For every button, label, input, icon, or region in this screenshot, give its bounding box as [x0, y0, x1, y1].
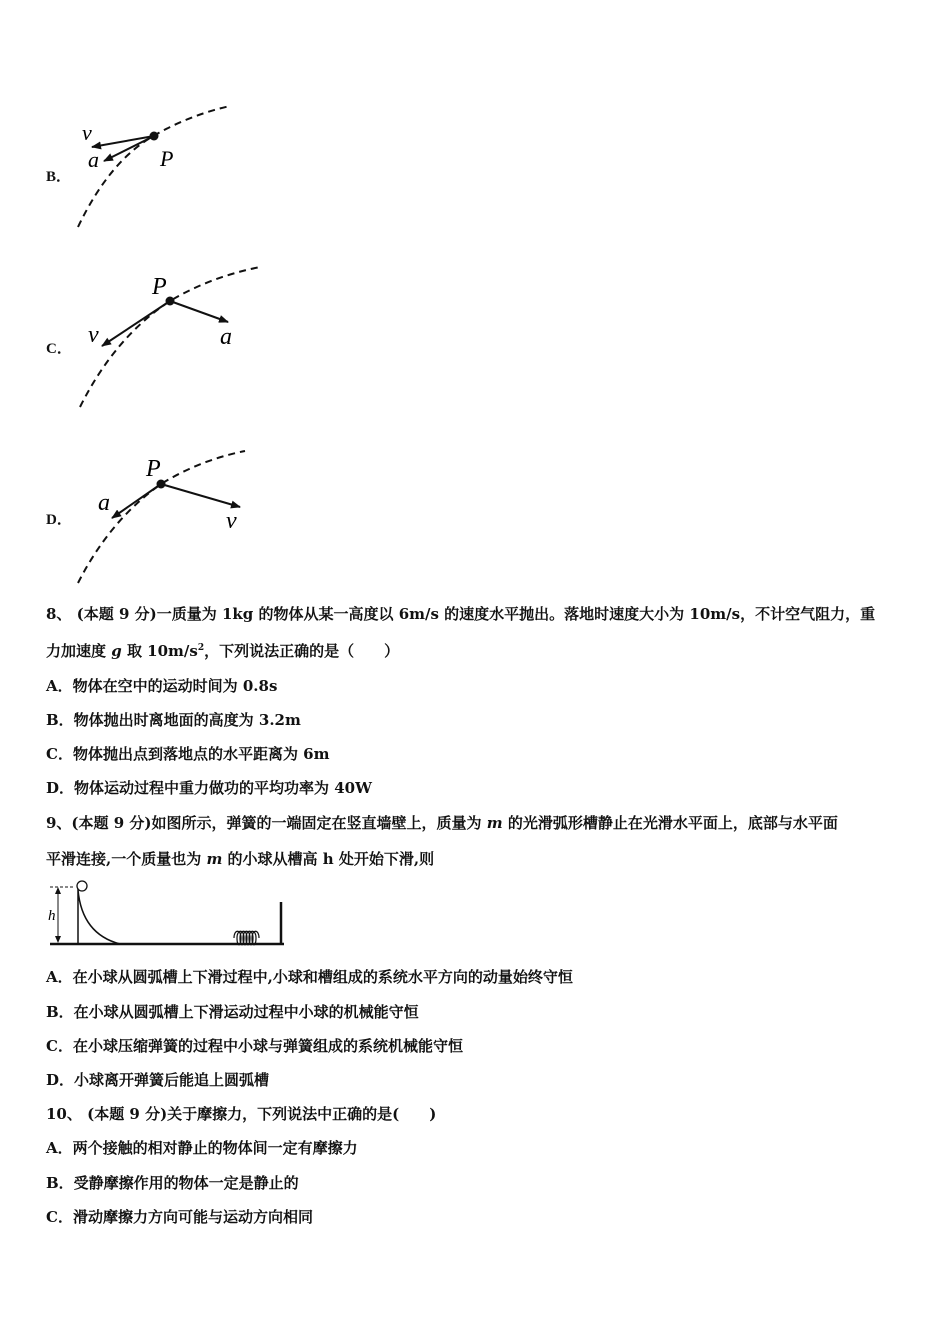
h-label: h	[48, 908, 56, 924]
p-label: P	[152, 274, 167, 300]
q8-option-a: A．物体在空中的运动时间为 0.8s	[46, 677, 278, 695]
q9-text: 的小球从槽高 h 处开始下滑,则	[222, 850, 435, 868]
q8-option-d: D．物体运动过程中重力做功的平均功率为 40W	[46, 779, 372, 797]
option-b-figure	[70, 100, 240, 235]
q9-stem-line2	[46, 848, 434, 869]
q9-option-b: B．在小球从圆弧槽上下滑运动过程中小球的机械能守恒	[46, 1003, 419, 1021]
q9-figure	[44, 876, 289, 952]
q9-text: 平滑连接,一个质量也为	[46, 850, 207, 868]
option-d-figure	[70, 448, 260, 588]
q9-var-m: m	[206, 850, 223, 868]
q8-var-g: g	[111, 642, 122, 660]
point-p	[150, 132, 159, 141]
q8-stem-line1: 8、 (本题 9 分)一质量为 1kg 的物体从某一高度以 6m/s 的速度水平抛出。落地时速度大小为 10m/s，不计空气阻力，重	[46, 605, 876, 623]
p-label: P	[160, 146, 174, 171]
q10-option-c: C．滑动摩擦力方向可能与运动方向相同	[46, 1208, 313, 1226]
q8-text: ，下列说法正确的是（ ）	[204, 642, 400, 660]
q8-option-c: C．物体抛出点到落地点的水平距离为 6m	[46, 745, 330, 763]
h-arrow-top	[55, 887, 61, 894]
ball	[77, 881, 87, 891]
q9-option-a: A．在小球从圆弧槽上下滑过程中,小球和槽组成的系统水平方向的动量始终守恒	[46, 968, 573, 986]
q9-option-d: D．小球离开弹簧后能追上圆弧槽	[46, 1071, 270, 1089]
option-c-figure	[70, 262, 270, 412]
trajectory-curve	[78, 106, 230, 227]
q10-option-a: A．两个接触的相对静止的物体间一定有摩擦力	[46, 1139, 358, 1157]
q9-text: 9、(本题 9 分)如图所示，弹簧的一端固定在竖直墙壁上，质量为	[46, 814, 487, 832]
q8-superscript: 2	[197, 643, 205, 653]
q8-text: 力加速度	[46, 642, 112, 660]
velocity-arrow	[161, 484, 240, 507]
option-d-label: D．	[46, 512, 72, 528]
q9-text: 的光滑弧形槽静止在光滑水平面上，底部与水平面	[502, 814, 838, 832]
q10-option-b: B．受静摩擦作用的物体一定是静止的	[46, 1174, 299, 1192]
q10-stem: 10、 (本题 9 分)关于摩擦力，下列说法中正确的是( )	[46, 1105, 437, 1123]
v-label: v	[226, 508, 237, 534]
q9-var-m: m	[486, 814, 503, 832]
acceleration-arrow	[170, 301, 228, 322]
q8-text: 取 10m/s	[121, 642, 198, 660]
a-label: a	[220, 324, 232, 350]
acceleration-arrow	[112, 484, 161, 518]
spring	[234, 931, 259, 945]
velocity-arrow	[102, 301, 170, 346]
p-label: P	[146, 456, 161, 482]
v-label: v	[88, 322, 99, 348]
q9-option-c: C．在小球压缩弹簧的过程中小球与弹簧组成的系统机械能守恒	[46, 1037, 463, 1055]
point-p	[166, 297, 175, 306]
q8-option-b: B．物体抛出时离地面的高度为 3.2m	[46, 711, 301, 729]
option-c-label: C．	[46, 341, 72, 357]
arc-slot	[78, 886, 120, 944]
h-arrow-bottom	[55, 936, 61, 943]
q8-stem-line2	[46, 640, 399, 661]
q9-stem-line1	[46, 812, 838, 833]
v-label: v	[82, 120, 92, 145]
trajectory-curve	[78, 451, 245, 583]
a-label: a	[88, 147, 99, 172]
option-b-label: B．	[46, 169, 72, 185]
trajectory-curve	[80, 267, 260, 407]
a-label: a	[98, 490, 110, 516]
